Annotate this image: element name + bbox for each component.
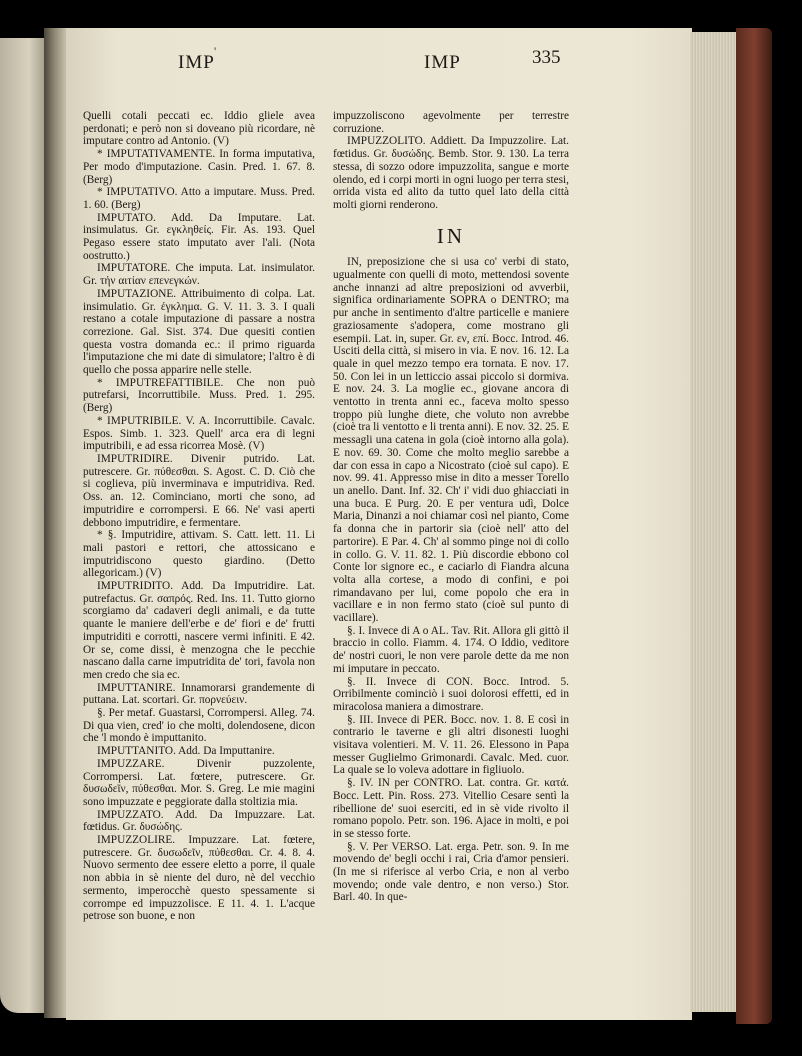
entry-paragraph: IMPUZZATO. Add. Da Impuzzare. Lat. fœtidus. Gr. δυσώδης. — [83, 808, 315, 834]
entry-paragraph: * IMPUTRIBILE. V. A. Incorruttibile. Cavalc. Espos. Simb. 1. 323. Quell' arca era di legni imputribili, e ad essa ricorrea Mosè. (V) — [83, 414, 315, 453]
entry-paragraph: * IMPUTATIVO. Atto a imputare. Muss. Pred. 1. 60. (Berg) — [83, 186, 315, 211]
right-column — [333, 110, 569, 904]
entry-paragraph: IN, preposizione che si usa co' verbi di stato, ugualmente con quelli di moto, mettendosi sovente anche innanzi ad altre preposizioni od avverbii, significa ordinariamente SOPRA o DENTRO; ma pur anche in sentimento d'altre particelle e maniere graziosamente s'adopera, come mostrano gli esempii. Lat. in, super. Gr. εν, επί. Bocc. Introd. 46. Usciti della città, si misero in via. E nov. 16. 12. La quale in quel mezzo tempo era tornata. E nov. 17. 50. Con lei in un letticcio assai piccolo si dormiva. E nov. 24. 3. La moglie ec., giovane ancora di ventotto in trenta anni ec., faceva molto spesso troppo più lunghe diete, che voluto non avrebbe (cioè tra li ventotto e li trenta anni). E nov. 32. 25. E messagli una catena in gola (cioè intorno alla gola). E nov. 69. 30. Come che molto meglio sarebbe a dar con essa in capo a Nicostrato (cioè sul capo). E nov. 99. 41. Appresso mise in dito a messer Torello un anello. Dant. Inf. 32. Ch' i' vidi duo ghiacciati in una buca. E Purg. 20. E per ventura udì, Dolce Maria, Dinanzi a noi chiamar così nel pianto, Come fa donna che in partorir sia (cioè nell' atto del partorire). E Par. 4. Ch' al sommo pinge noi di collo in collo. G. V. 11. 82. 1. Più discordie ebbono col Conte lor signore ec., e caciarlo di Fiandra alcuna volta alla cortese, a modo di confini, e poi rimandavano per lui, come popolo che era in vacillare e in non fermo stato (cioè sul punto di vacillare). — [333, 256, 569, 625]
entry-paragraph: §. Per metaf. Guastarsi, Corrompersi. Alleg. 74. Di qua vien, cred' io che molti, dolendosene, dicon che 'l mondo è imputtanito. — [83, 707, 315, 745]
entry-paragraph: IMPUZZOLIRE. Impuzzare. Lat. fœtere, putrescere. Gr. δυσωδεῖν, πύθεσθαι. Cr. 4. 8. 4. Nuovo sermento dee essere eletto a porre, il quale non abbia in sè niente del duro, nè del vecchio sermento, imperocchè questo spessamente si corrompe ed impuzzolisce. E 11. 4. 1. L'acque petrose son buone, e non — [83, 834, 315, 923]
entry-paragraph: IMPUTTANIRE. Innamorarsi grandemente di puttana. Lat. scortari. Gr. πορνεύειν. — [83, 681, 315, 707]
left-page-edge — [0, 38, 48, 1013]
entry-paragraph: IMPUTATO. Add. Da Imputare. Lat. insimulatus. Gr. εγκληθείς. Fir. As. 193. Quel Pegaso essere stato imputato aver l'ali. (Nota oostrutto.) — [83, 211, 315, 262]
section-title: IN — [436, 223, 466, 248]
entry-paragraph: IMPUTATORE. Che imputa. Lat. insimulator. Gr. τήν αιτίαν επενεγκών. — [83, 262, 315, 288]
entry-paragraph: * IMPUTREFATTIBILE. Che non può putrefarsi, Incorruttibile. Muss. Pred. 1. 295. (Berg) — [83, 376, 315, 415]
running-head-right: IMP — [424, 52, 461, 73]
entry-paragraph: IMPUZZARE. Divenir puzzolente, Corrompersi. Lat. fœtere, putrescere. Gr. δυσωδεῖν, πύθεσθαι. Mor. S. Greg. Le mie magini sono impuzzate e peggiorate dalla stoltizia mia. — [83, 757, 315, 808]
page-number: 335 — [532, 47, 561, 68]
entry-paragraph: IMPUTAZIONE. Attribuimento di colpa. Lat. insimulatio. Gr. έγκλημα. G. V. 11. 3. 3. I quali restano a cotale imputazione di passare a nostra correzione. Gal. Sist. 374. Due quesiti contien questa vostra domanda ec.: il primo riguarda l'imputazione che mi date di simulatore; l'altro è di quello che possa apparire nelle stelle. — [83, 287, 315, 377]
subsection-paragraph: §. V. Per VERSO. Lat. erga. Petr. son. 9. In me movendo de' begli occhi i rai, Cria d'amor pensieri. (In me si riferisce al verbo Cria, e non al verbo movendo; onde vale dentro, e non verso.) Stor. Barl. 40. In que- — [333, 840, 569, 904]
subsection-paragraph: §. IV. IN per CONTRO. Lat. contra. Gr. κατά. Bocc. Lett. Pin. Ross. 273. Vitellio Cesare sentì la ribellione de' suoi eserciti, ed in sè vide rivolto il romano popolo. Petr. son. 196. Ajace in molti, e poi in se stesso forte. — [333, 777, 569, 840]
entry-paragraph: IMPUTRIDITO. Add. Da Imputridire. Lat. putrefactus. Gr. σαπρός. Red. Ins. 11. Tutto giorno scorgiamo da' cadaveri degli animali, e da tutte quante le maniere dell'erbe e de' fiori e de' frutti imputriditi e corrotti, nascere vermi infiniti. E 42. Or se, come dissi, è menzogna che le pecchie nascano dalla carne imputridita de' tori, favola non men credo che sia ec. — [83, 580, 315, 681]
entry-paragraph: impuzzoliscono agevolmente per terrestre corruzione. — [333, 110, 569, 135]
subsection-paragraph: §. III. Invece di PER. Bocc. nov. 1. 8. E così in contrario le taverne e gli altri disonesti luoghi visitava volentieri. M. V. 11. 26. Elessono in Papa messer Guglielmo Grimonardi. Cavalc. Med. cuor. La quale se lo voleva adottare in figliuolo. — [333, 713, 569, 777]
entry-paragraph: * §. Imputridire, attivam. S. Catt. lett. 11. Li mali pastori e rettori, che attossicano e imputridiscono questo giardino. (Detto allegoricam.) (V) — [83, 529, 315, 580]
page-edges — [690, 32, 738, 1012]
entry-paragraph: IMPUZZOLITO. Addiett. Da Impuzzolire. Lat. fœtidus. Gr. δυσώδης. Bemb. Stor. 9. 130. La terra stessa, di sozzo odore impuzzolita, sangue e morte olendo, ed i corpi morti in ogni luogo per terra stesi, orrida vista ed alito da tutto quel lato della città molti giorni renderono. — [333, 135, 569, 211]
running-head-left: IMP — [178, 52, 215, 73]
book-cover — [736, 28, 772, 1024]
entry-paragraph: IMPUTRIDIRE. Divenir putrido. Lat. putrescere. Gr. πύθεσθαι. S. Agost. C. D. Ciò che si coglieva, più inverminava e imputridiva. Red. Oss. an. 12. Cominciano, morti che sono, ad imputridire e corrompersi. E 66. Ne' vasi aperti debbono imputridire, e fermentare. — [83, 452, 315, 529]
page-mark: ' — [214, 44, 217, 58]
subsection-paragraph: §. I. Invece di A o AL. Tav. Rit. Allora gli gittò il braccio in collo. Fiamm. 4. 174. O Iddio, veditore de' nostri cuori, le non vere parole dette da me non mi imputare in peccato. — [333, 624, 569, 675]
entry-paragraph: * IMPUTATIVAMENTE. In forma imputativa, Per modo d'imputazione. Casin. Pred. 1. 67. 8. (Berg) — [83, 148, 315, 186]
left-column — [83, 110, 315, 923]
entry-paragraph: Quelli cotali peccati ec. Iddio gliele avea perdonati; e però non si doveano più ricordare, nè imputare contro ad Antonio. (V) — [83, 110, 315, 148]
entry-paragraph: IMPUTTANITO. Add. Da Imputtanire. — [97, 745, 275, 758]
subsection-paragraph: §. II. Invece di CON. Bocc. Introd. 5. Orribilmente cominciò i suoi dolorosi effetti, ed in miracolosa maniera a dimostrare. — [333, 675, 569, 713]
